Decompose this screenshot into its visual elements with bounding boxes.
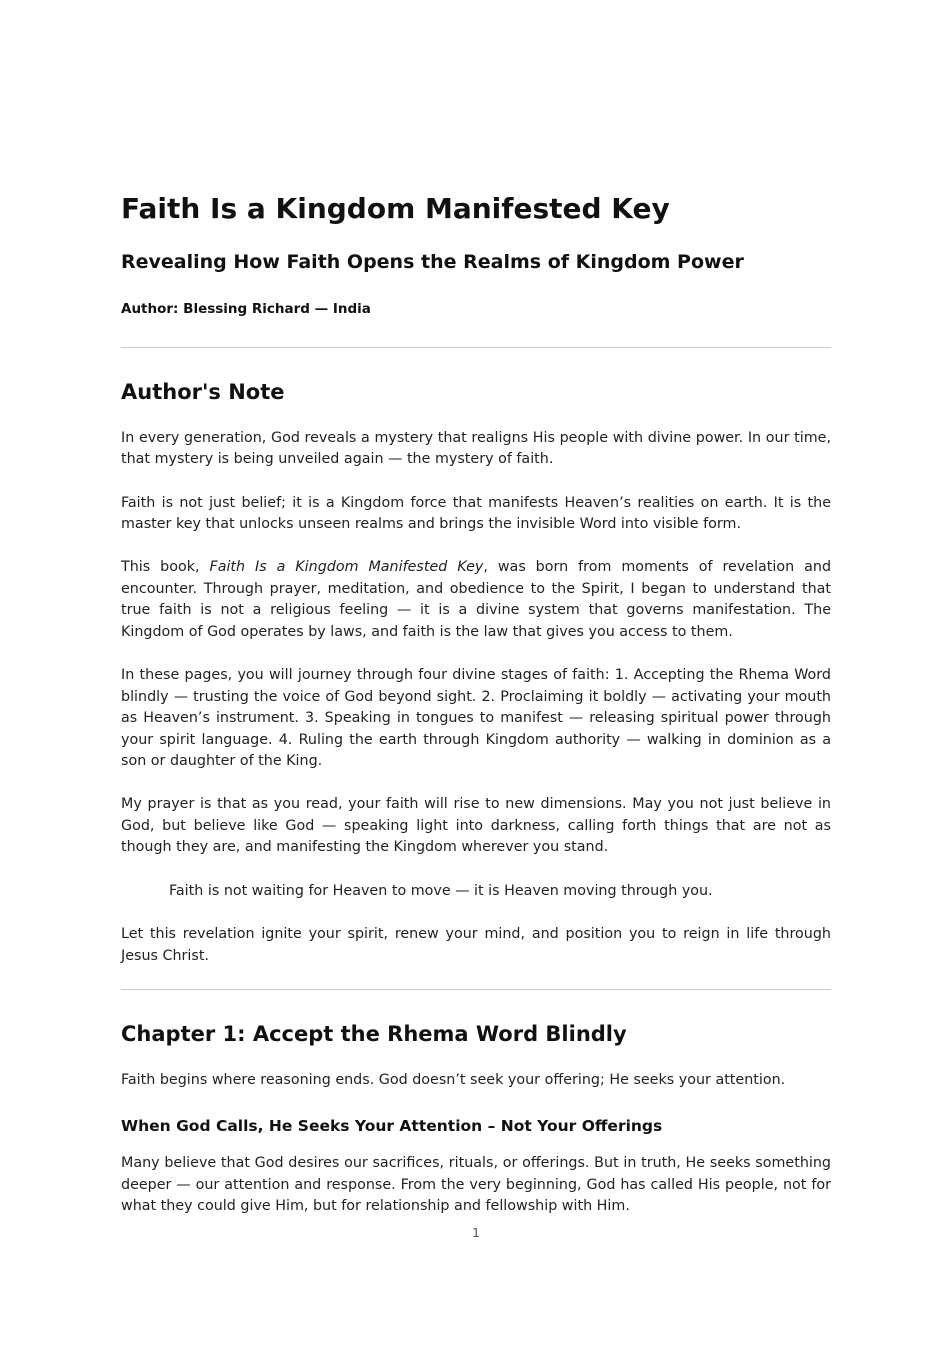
book-title-italic: Faith Is a Kingdom Manifested Key	[209, 559, 484, 576]
paragraph: In every generation, God reveals a mystery that realigns His people with divine power. In our time, that mystery is being unveiled again — the mystery of faith.	[121, 429, 831, 468]
paragraph-text: This book,	[121, 559, 210, 576]
paragraph: Many believe that God desires our sacrifices, rituals, or offerings. But in truth, He seeks something deeper — our attention and response. From the very beginning, God has called His people, not for what they could give Him, but for relationship and fellowship with Him.	[121, 1155, 831, 1215]
authors-note-heading: Author's Note	[121, 379, 285, 404]
page-number: 1	[472, 1225, 480, 1240]
paragraph: My prayer is that as you read, your faith will rise to new dimensions. May you not just believe in God, but believe like God — speaking light into darkness, calling forth things that are not as though they are, and manifesting the Kingdom wherever you stand.	[121, 796, 831, 856]
author-line: Author: Blessing Richard — India	[121, 300, 371, 317]
chapter-1-section	[121, 1022, 831, 1218]
chapter-1-subheading: When God Calls, He Seeks Your Attention – Not Your Offerings	[121, 1117, 663, 1136]
paragraph-text: , was born from moments of revelation and encounter. Through prayer, meditation, and obedience to the Spirit, I began to understand that true faith is not a religious feeling — it is a divine system that governs manifestation. The Kingdom of God operates by laws, and faith is the law that gives you access to them.	[121, 559, 832, 640]
paragraph	[121, 557, 831, 643]
document-subtitle: Revealing How Faith Opens the Realms of Kingdom Power	[121, 251, 744, 273]
quote-line: Faith is not waiting for Heaven to move — it is Heaven moving through you.	[169, 882, 713, 899]
chapter-1-heading: Chapter 1: Accept the Rhema Word Blindly	[121, 1022, 627, 1046]
document-content	[121, 0, 831, 1240]
paragraph: In these pages, you will journey through four divine stages of faith: 1. Accepting the Rhema Word blindly — trusting the voice of God beyond sight. 2. Proclaiming it boldly — activating your mouth as Heaven’s instrument. 3. Speaking in tongues to manifest — releasing spiritual power through your spirit language. 4. Ruling the earth through Kingdom authority — walking in dominion as a son or daughter of the King.	[121, 667, 831, 769]
paragraph: Faith is not just belief; it is a Kingdom force that manifests Heaven’s realities on earth. It is the master key that unlocks unseen realms and brings the invisible Word into visible form.	[121, 494, 831, 532]
section-divider	[121, 347, 831, 348]
paragraph: Faith begins where reasoning ends. God doesn’t seek your offering; He seeks your attention.	[121, 1072, 786, 1088]
section-divider	[121, 989, 831, 990]
paragraph: Let this revelation ignite your spirit, renew your mind, and position you to reign in life through Jesus Christ.	[121, 926, 831, 964]
page-title: Faith Is a Kingdom Manifested Key	[121, 192, 670, 225]
